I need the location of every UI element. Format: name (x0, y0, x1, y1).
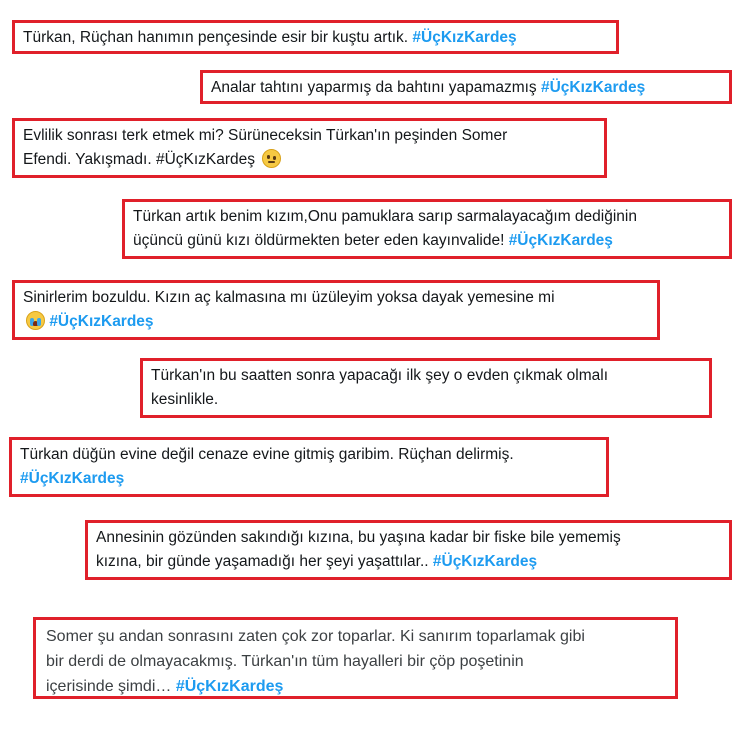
hashtag-link[interactable]: #ÜçKızKardeş (412, 29, 517, 46)
tweet-text: Türkan'ın bu saatten sonra yapacağı ilk şey o evden çıkmak olmalı (151, 367, 609, 384)
hashtag-link[interactable]: #ÜçKızKardeş (49, 313, 154, 330)
loudly-crying-face-icon (26, 311, 45, 330)
tweet-text: içerisinde şimdi… (46, 678, 172, 695)
hashtag-link[interactable]: #ÜçKızKardeş (432, 553, 538, 570)
tweet-card (200, 70, 732, 104)
tweet-text: Efendi. Yakışmadı. #ÜçKızKardeş (23, 151, 256, 168)
tweet-text: Annesinin gözünden sakındığı kızına, bu yaşına kadar bir fiske bile yememiş (96, 529, 621, 546)
tweet-card (9, 437, 609, 497)
hashtag-link[interactable]: #ÜçKızKardeş (540, 79, 646, 96)
tweet-text: üçüncü günü kızı öldürmekten beter eden kayınvalide! (133, 232, 505, 249)
tweet-card (12, 280, 660, 340)
tweet-card (12, 20, 619, 54)
tweet-text: Türkan artık benim kızım,Onu pamuklara sarıp sarmalayacağım dediğinin (133, 208, 637, 225)
tweet-text: Evlilik sonrası terk etmek mi? Sürüneceksin Türkan'ın peşinden Somer (23, 127, 508, 144)
face-with-raised-eyebrow-icon (262, 149, 281, 168)
tweet-text: Sinirlerim bozuldu. Kızın aç kalmasına mı üzüleyim yoksa dayak yemesine mi (23, 289, 555, 306)
tweet-text: Analar tahtını yaparmış da bahtını yapamazmış (211, 79, 537, 96)
tweet-text: kızına, bir günde yaşamadığı her şeyi yaşattılar.. (96, 553, 429, 570)
tweet-text: Türkan düğün evine değil cenaze evine gitmiş garibim. Rüçhan delirmiş. (20, 446, 514, 463)
tweet-card (140, 358, 712, 418)
tweet-text: Somer şu andan sonrasını zaten çok zor toparlar. Ki sanırım toparlamak gibi (46, 628, 585, 645)
tweet-text: Türkan, Rüçhan hanımın pençesinde esir bir kuştu artık. (23, 29, 409, 46)
hashtag-link[interactable]: #ÜçKızKardeş (20, 470, 125, 487)
tweet-card (85, 520, 732, 580)
tweet-text: kesinlikle. (151, 391, 219, 408)
tweet-card (12, 118, 607, 178)
tweet-card (33, 617, 678, 699)
tweet-text: bir derdi de olmayacakmış. Türkan'ın tüm hayalleri bir çöp poşetinin (46, 653, 524, 670)
tweet-card (122, 199, 732, 259)
hashtag-link[interactable]: #ÜçKızKardeş (508, 232, 613, 249)
hashtag-link[interactable]: #ÜçKızKardeş (175, 678, 284, 695)
